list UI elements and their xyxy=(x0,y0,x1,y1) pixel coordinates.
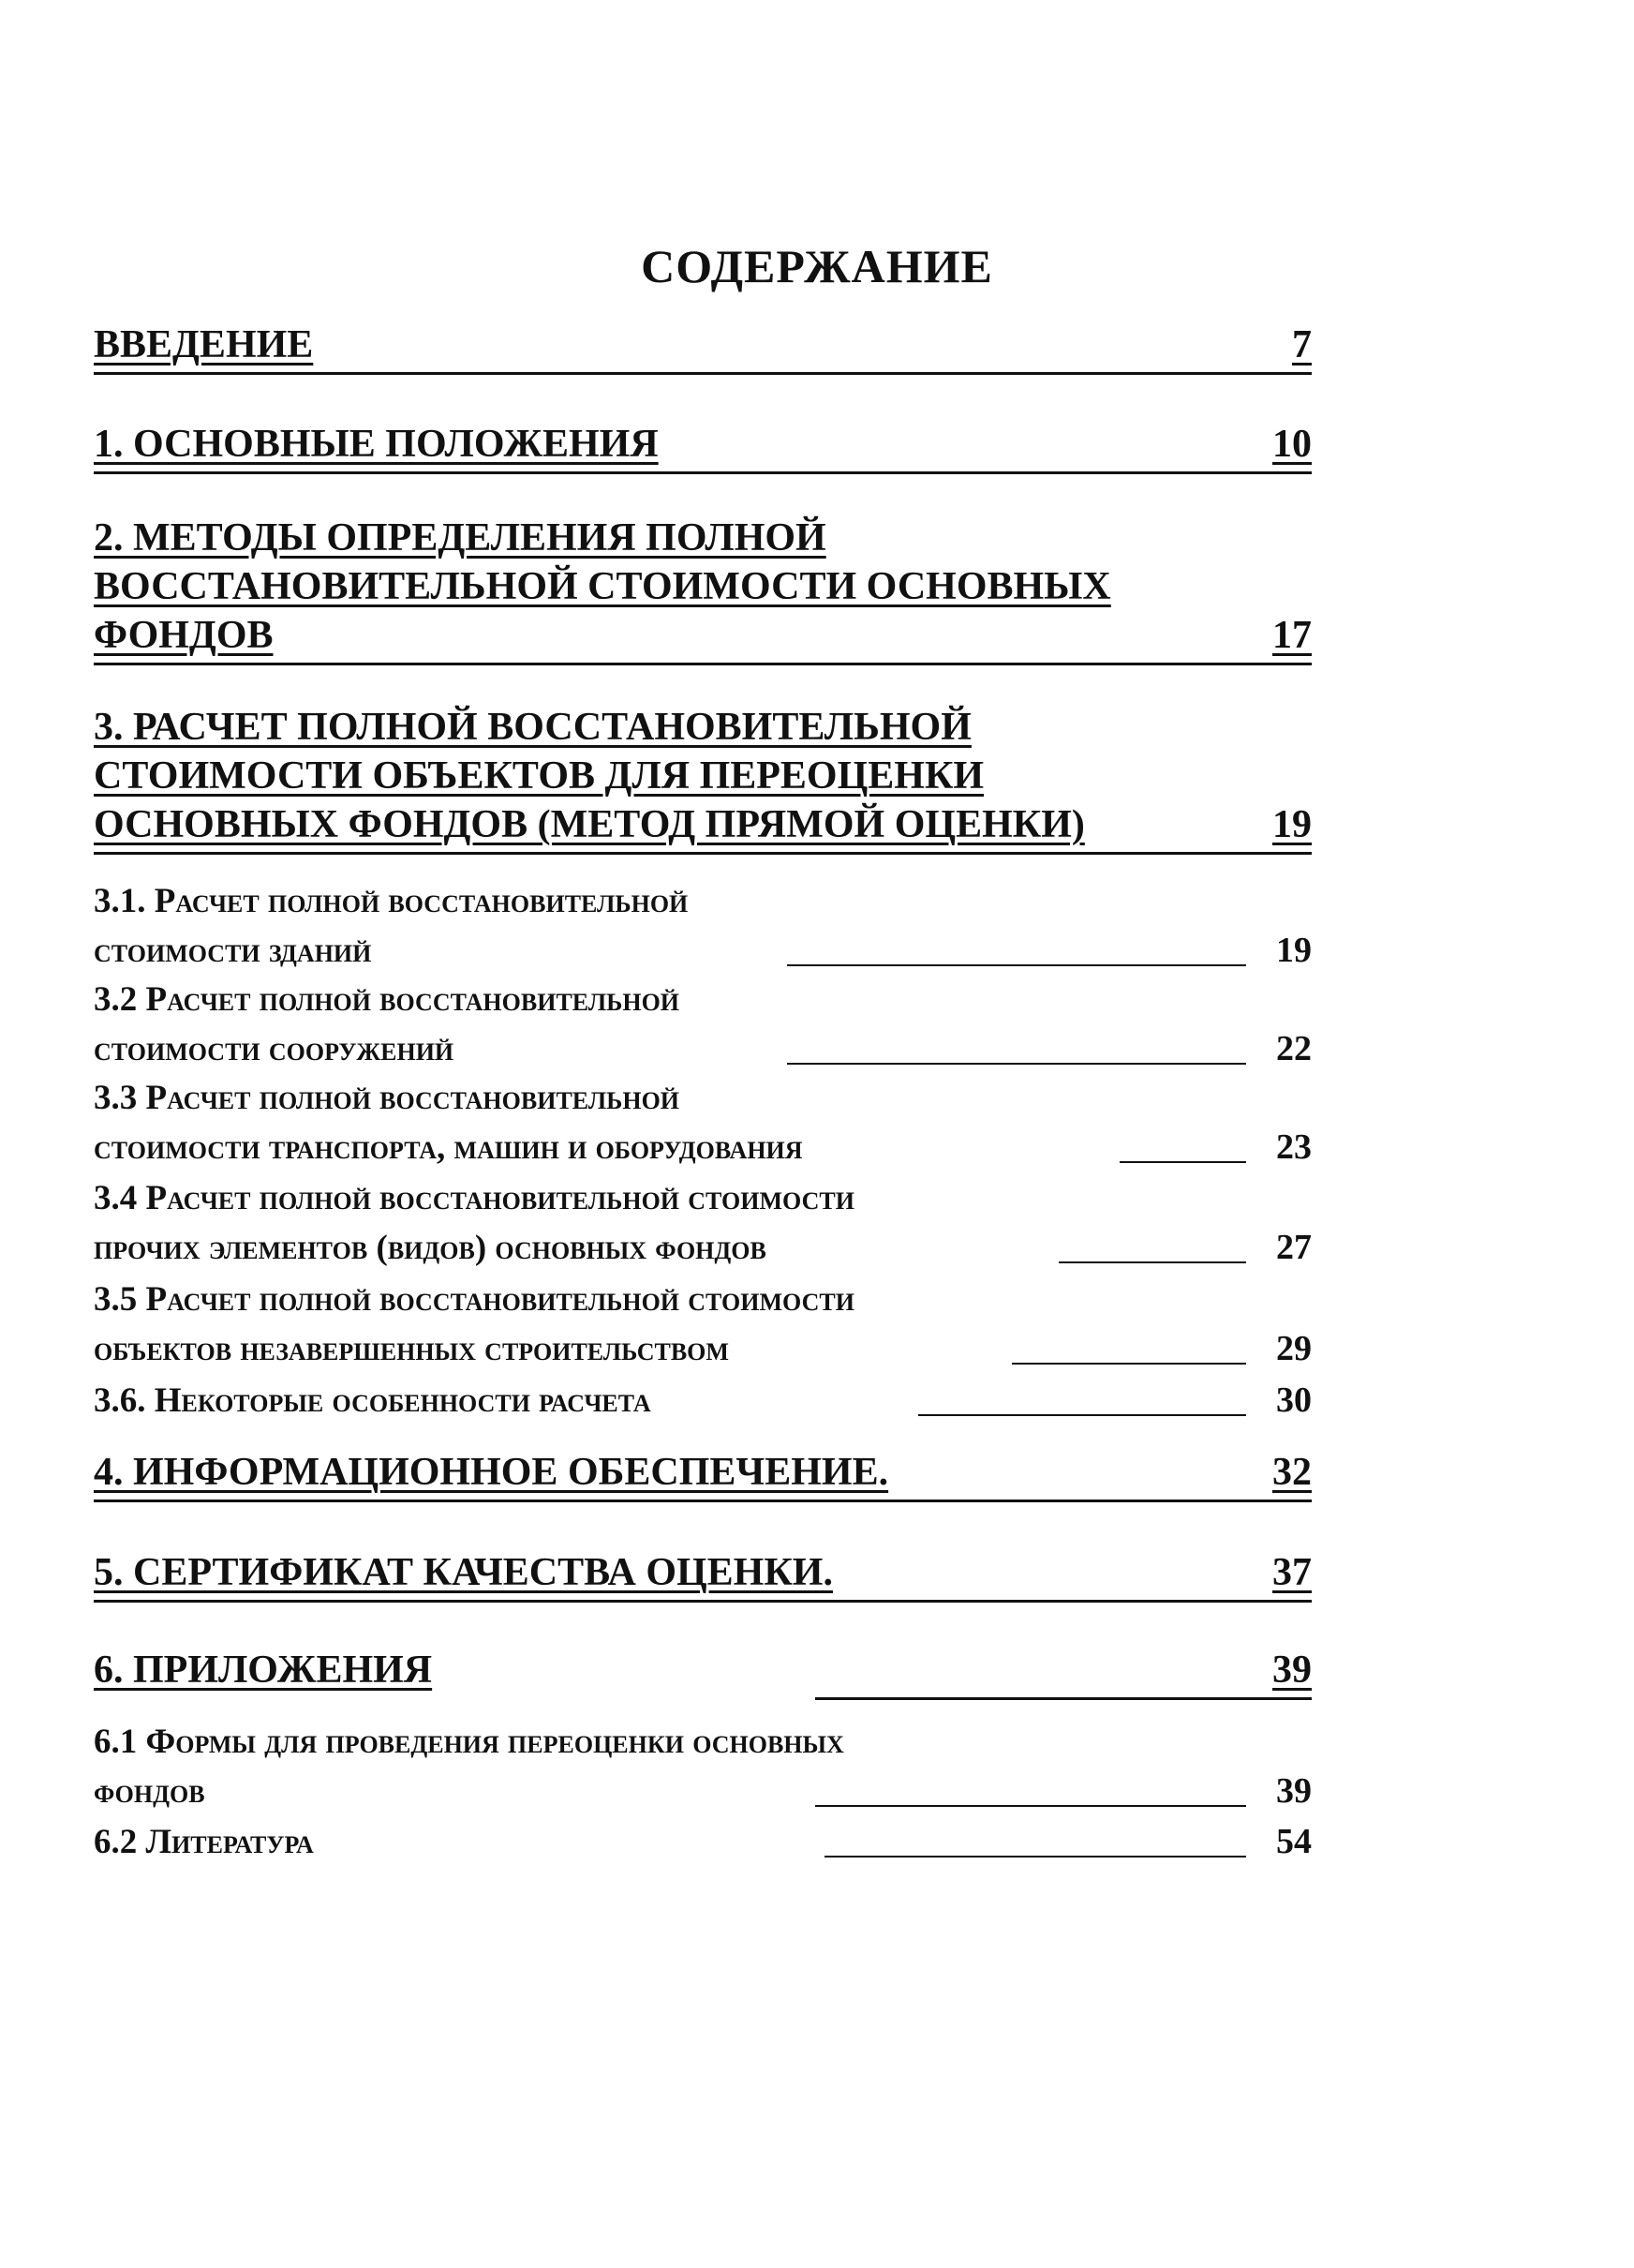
toc-entry-line: стоимости зданий xyxy=(94,932,372,970)
toc-page-number: 19 xyxy=(1276,931,1312,970)
leader-line xyxy=(918,1414,1246,1416)
toc-entry-section-3-3[interactable] xyxy=(94,1073,1312,1172)
toc-page-number: 39 xyxy=(1276,1771,1312,1811)
toc-entry-section-6-1[interactable] xyxy=(94,1717,1312,1816)
toc-entry-line: 6.1 Формы для проведения переоценки основных xyxy=(94,1723,844,1761)
toc-page-number: 22 xyxy=(1276,1029,1312,1068)
toc-entry-line: стоимости сооружений xyxy=(94,1030,454,1068)
toc-entry-line: 6.2 Литература xyxy=(94,1823,314,1861)
toc-entry-section-3-2[interactable] xyxy=(94,975,1312,1074)
leader-line xyxy=(94,1600,1312,1603)
leader-line xyxy=(1012,1363,1246,1365)
leader-line xyxy=(815,1805,1246,1807)
toc-entry-section-3-1[interactable] xyxy=(94,876,1312,976)
toc-entry-section-5[interactable] xyxy=(94,1548,1312,1597)
toc-entry-section-6[interactable] xyxy=(94,1646,1312,1694)
leader-line xyxy=(1059,1261,1246,1263)
leader-line xyxy=(787,1063,1246,1065)
toc-page-number: 27 xyxy=(1276,1228,1312,1267)
page-title: СОДЕРЖАНИЕ xyxy=(641,240,993,292)
toc-entry-line: СТОИМОСТИ ОБЪЕКТОВ ДЛЯ ПЕРЕОЦЕНКИ xyxy=(94,754,985,798)
toc-entry-line: объектов незавершенных строительством xyxy=(94,1330,729,1368)
toc-entry-line: 3.5 Расчет полной восстановительной стоимости xyxy=(94,1280,854,1319)
leader-line xyxy=(815,1697,1312,1700)
toc-entry-section-3[interactable] xyxy=(94,703,1312,849)
leader-line xyxy=(94,663,1312,665)
toc-page-number: 10 xyxy=(1272,423,1312,466)
leader-line xyxy=(824,1856,1246,1858)
toc-page-number: 7 xyxy=(1292,323,1312,366)
toc-entry-line: 1. ОСНОВНЫЕ ПОЛОЖЕНИЯ xyxy=(94,423,659,466)
toc-entry-line: 5. СЕРТИФИКАТ КАЧЕСТВА ОЦЕНКИ. xyxy=(94,1551,833,1594)
leader-line xyxy=(94,372,1312,375)
toc-page-number: 17 xyxy=(1272,614,1312,657)
leader-line xyxy=(94,471,1312,474)
toc-entry-line: 3.3 Расчет полной восстановительной xyxy=(94,1079,680,1117)
toc-page-number: 37 xyxy=(1272,1551,1312,1594)
toc-entry-line: 4. ИНФОРМАЦИОННОЕ ОБЕСПЕЧЕНИЕ. xyxy=(94,1451,889,1494)
toc-entry-line: ОСНОВНЫХ ФОНДОВ (МЕТОД ПРЯМОЙ ОЦЕНКИ) xyxy=(94,803,1085,846)
toc-page-number: 30 xyxy=(1276,1380,1312,1420)
toc-entry-line: 3. РАСЧЕТ ПОЛНОЙ ВОССТАНОВИТЕЛЬНОЙ xyxy=(94,706,972,749)
toc-entry-section-3-6[interactable] xyxy=(94,1376,1312,1425)
toc-entry-line: прочих элементов (видов) основных фондов xyxy=(94,1229,766,1267)
leader-line xyxy=(1120,1161,1246,1163)
toc-entry-introduction[interactable] xyxy=(94,321,1312,369)
toc-entry-line: 6. ПРИЛОЖЕНИЯ xyxy=(94,1649,433,1692)
toc-entry-section-3-5[interactable] xyxy=(94,1275,1312,1374)
toc-entry-section-3-4[interactable] xyxy=(94,1173,1312,1273)
toc-page-number: 29 xyxy=(1276,1329,1312,1368)
toc-entry-line: стоимости транспорта, машин и оборудования xyxy=(94,1128,803,1167)
toc-entry-section-4[interactable] xyxy=(94,1448,1312,1497)
leader-line xyxy=(94,852,1312,855)
leader-line xyxy=(787,964,1246,966)
toc-page-number: 19 xyxy=(1272,803,1312,846)
toc-entry-line: ВВЕДЕНИЕ xyxy=(94,323,314,366)
toc-entry-line: 3.2 Расчет полной восстановительной xyxy=(94,980,680,1019)
toc-entry-section-2[interactable] xyxy=(94,514,1312,660)
toc-entry-line: 3.6. Некоторые особенности расчета xyxy=(94,1381,651,1420)
toc-entry-line: 3.1. Расчет полной восстановительной xyxy=(94,882,689,920)
leader-line xyxy=(94,1500,1312,1502)
toc-page-number: 23 xyxy=(1276,1127,1312,1167)
toc-entry-line: 2. МЕТОДЫ ОПРЕДЕЛЕНИЯ ПОЛНОЙ xyxy=(94,516,826,560)
toc-entry-line: ФОНДОВ xyxy=(94,614,274,657)
toc-page-number: 54 xyxy=(1276,1822,1312,1861)
toc-entry-line: 3.4 Расчет полной восстановительной стоимости xyxy=(94,1179,854,1217)
toc-entry-section-1[interactable] xyxy=(94,420,1312,469)
toc-entry-line: ВОССТАНОВИТЕЛЬНОЙ СТОИМОСТИ ОСНОВНЫХ xyxy=(94,565,1111,608)
toc-entry-line: фондов xyxy=(94,1772,205,1811)
toc-page-number: 39 xyxy=(1272,1649,1312,1692)
toc-entry-section-6-2[interactable] xyxy=(94,1817,1312,1867)
toc-page-number: 32 xyxy=(1272,1451,1312,1494)
